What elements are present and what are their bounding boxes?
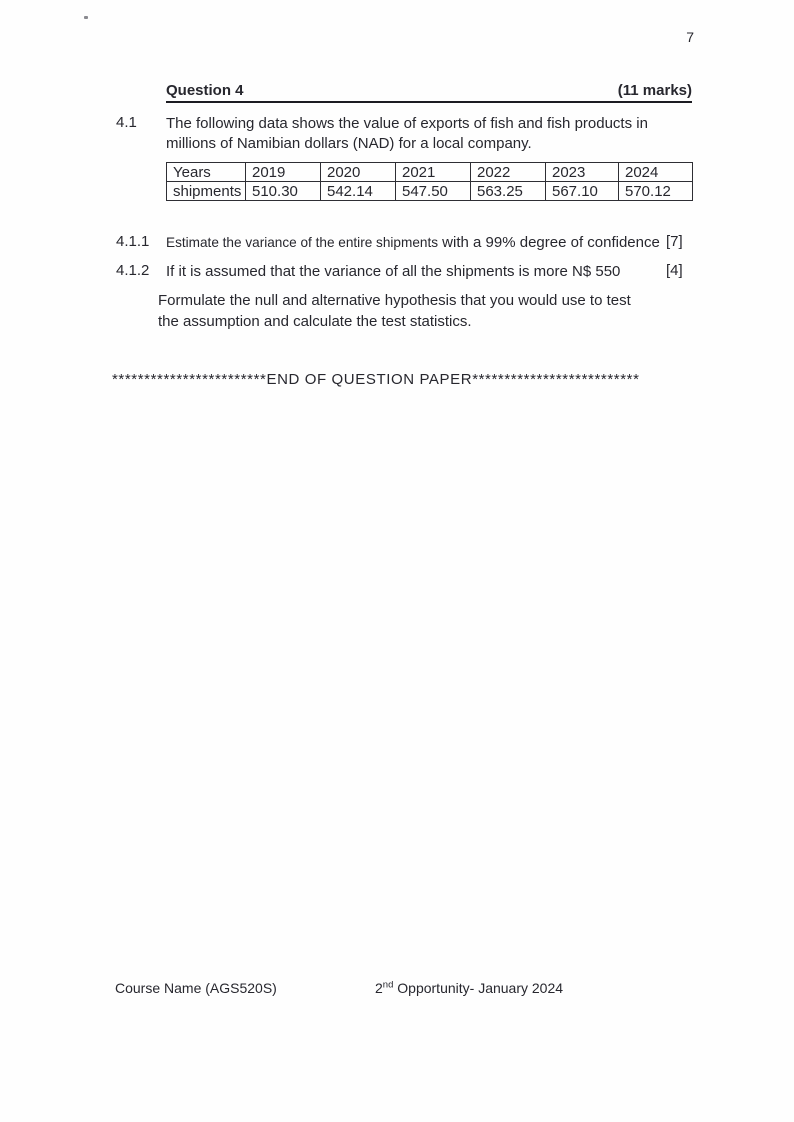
item-text-4-1-1-part-b: with a 99% degree of confidence	[438, 234, 660, 251]
item-marks-4-1-1: [7]	[666, 233, 683, 250]
question-total-marks: (11 marks)	[617, 82, 692, 99]
end-of-question-paper-line	[112, 371, 640, 388]
table-cell: 547.50	[396, 182, 471, 201]
item-number-4-1-1: 4.1.1	[116, 233, 150, 250]
table-cell: 2024	[619, 163, 693, 182]
item-text-4-1-1-part-a: Estimate the variance of the entire shipments	[166, 235, 439, 250]
table-cell: 542.14	[321, 182, 396, 201]
table-row-shipments	[167, 182, 693, 201]
end-line-right-stars: **************************	[472, 371, 640, 388]
item-text-4-1-2: If it is assumed that the variance of all the shipments is more N$ 550	[166, 263, 621, 280]
page-number: 7	[686, 29, 694, 45]
footer-session	[375, 980, 563, 996]
end-line-left-stars: ************************	[112, 371, 267, 388]
table-row-years	[167, 163, 693, 182]
question-heading	[166, 82, 692, 103]
table-cell: 2020	[321, 163, 396, 182]
item-number-4-1-2: 4.1.2	[116, 262, 150, 279]
footer-course-name: Course Name (AGS520S)	[115, 980, 277, 996]
item-marks-4-1-2: [4]	[666, 262, 683, 279]
shipments-data-table	[166, 162, 693, 201]
table-cell: 510.30	[246, 182, 321, 201]
table-cell: shipments	[167, 182, 246, 201]
footer-session-number: 2	[375, 980, 383, 996]
table-cell: 2023	[546, 163, 619, 182]
footer-session-ordinal: nd	[382, 979, 394, 991]
item-text-4-1: The following data shows the value of exports of fish and fish products in millions of Namibian dollars (NAD) for a local company.	[166, 115, 648, 152]
item-number-4-1: 4.1	[116, 114, 137, 131]
table-cell: Years	[167, 163, 246, 182]
table-cell: 567.10	[546, 182, 619, 201]
table-cell: 570.12	[619, 182, 693, 201]
scan-artifact-speck	[84, 16, 88, 19]
question-title: Question 4	[166, 82, 244, 99]
table-cell: 2022	[471, 163, 546, 182]
table-cell: 563.25	[471, 182, 546, 201]
table-cell: 2019	[246, 163, 321, 182]
end-line-label: END OF QUESTION PAPER	[266, 371, 473, 388]
item-text-4-1-2-continuation: Formulate the null and alternative hypothesis that you would use to test the assumption and calculate the test statistics.	[158, 292, 631, 330]
footer-session-rest: Opportunity- January 2024	[393, 980, 564, 996]
item-text-4-1-1	[166, 233, 666, 253]
table-cell: 2021	[396, 163, 471, 182]
